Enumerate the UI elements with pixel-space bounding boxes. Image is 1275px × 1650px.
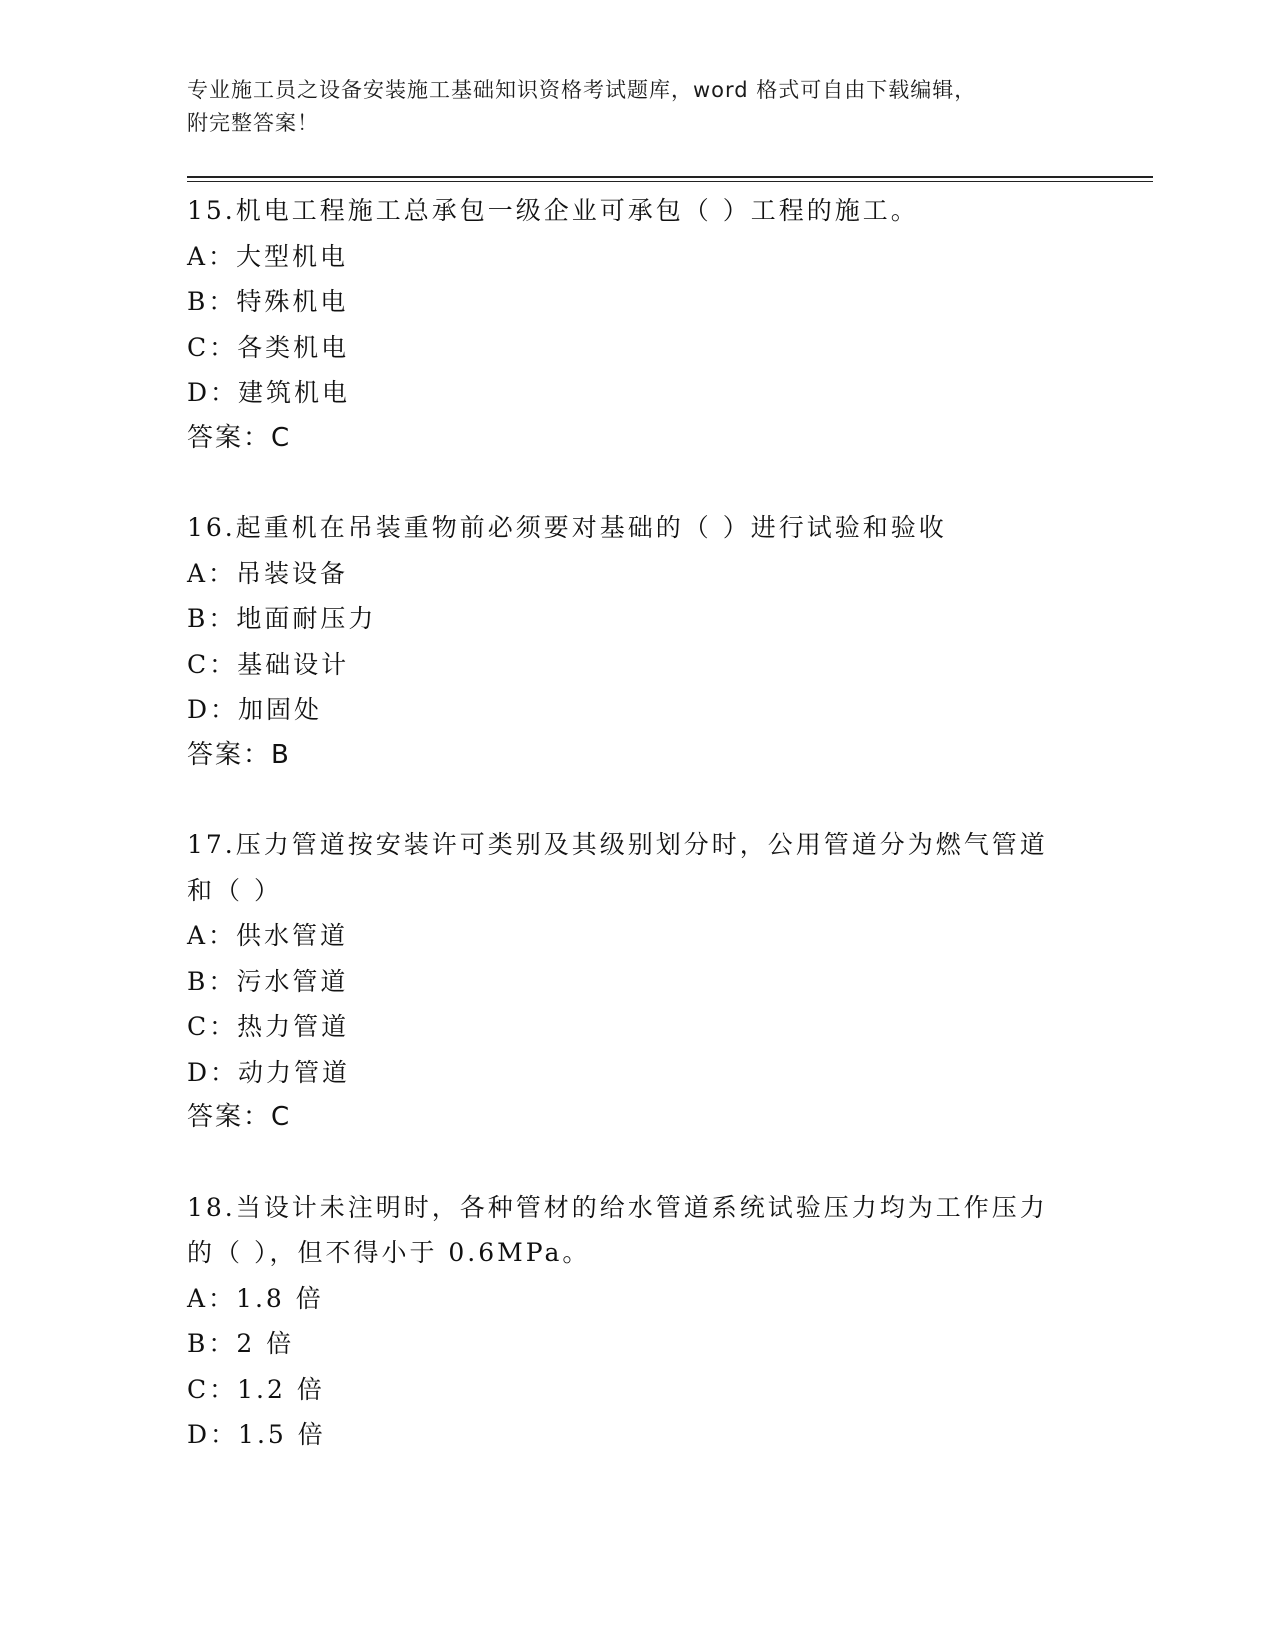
option-a: A：1.8 倍 [187, 1283, 324, 1313]
option-d: D：加固处 [187, 695, 323, 724]
option-b: B：2 倍 [187, 1329, 295, 1358]
header-divider-thick [187, 176, 1153, 178]
option-b: B：特殊机电 [187, 287, 349, 316]
answer-line: 答案：C [187, 422, 292, 453]
option-c: C：热力管道 [187, 1012, 350, 1041]
option-a: A：大型机电 [187, 241, 349, 271]
question-17 [187, 822, 1087, 1141]
question-16 [187, 505, 1087, 778]
question-15 [187, 188, 1087, 461]
option-b: B：污水管道 [187, 966, 349, 996]
question-stem: 15.机电工程施工总承包一级企业可承包（ ）工程的施工。 [187, 196, 919, 225]
answer-line: 答案：B [187, 739, 291, 770]
header-line-2: 附完整答案！ [187, 111, 319, 135]
option-d: D：动力管道 [187, 1057, 351, 1087]
question-stem: 18.当设计未注明时，各种管材的给水管道系统试验压力均为工作压力 [187, 1192, 1048, 1222]
question-stem: 16.起重机在吊装重物前必须要对基础的（ ）进行试验和验收 [187, 513, 947, 542]
answer-line: 答案：C [187, 1102, 292, 1132]
question-18 [187, 1185, 1087, 1458]
option-b: B：地面耐压力 [187, 604, 377, 633]
option-d: D：建筑机电 [187, 378, 351, 407]
option-c: C：基础设计 [187, 649, 350, 679]
option-c: C：1.2 倍 [187, 1374, 325, 1404]
option-a: A：吊装设备 [187, 558, 349, 588]
header-line-1: 专业施工员之设备安装施工基础知识资格考试题库，word 格式可自由下载编辑， [187, 78, 977, 102]
question-stem-continued: 的（ ），但不得小于 0.6MPa。 [187, 1238, 591, 1267]
question-stem-continued: 和（ ） [187, 875, 282, 905]
question-stem: 17.压力管道按安装许可类别及其级别划分时，公用管道分为燃气管道 [187, 830, 1048, 859]
header-divider-thin [187, 181, 1153, 182]
option-c: C：各类机电 [187, 332, 350, 362]
question-list [187, 188, 1087, 1502]
document-header [187, 74, 1087, 140]
option-a: A：供水管道 [187, 921, 349, 950]
option-d: D：1.5 倍 [187, 1420, 326, 1449]
